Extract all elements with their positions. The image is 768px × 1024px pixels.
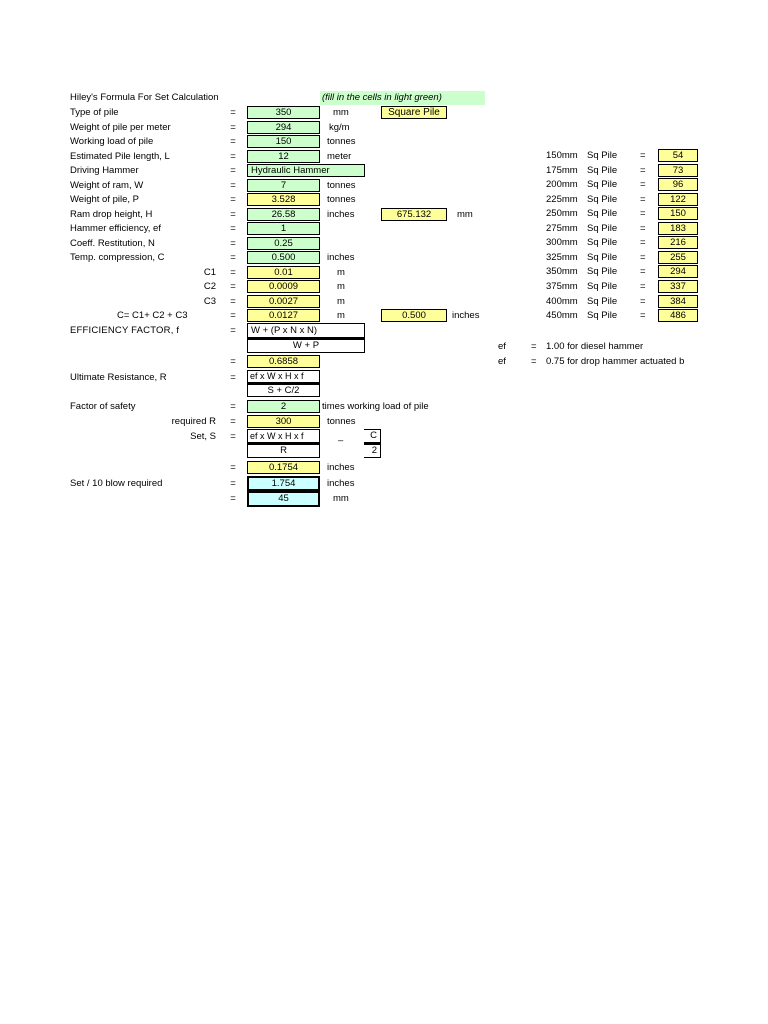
unit-label: mm (333, 107, 349, 118)
equals-sign: = (230, 372, 236, 383)
equals-sign: = (230, 223, 236, 234)
ef-note-drop: 0.75 for drop hammer actuated b (546, 356, 685, 367)
sq-pile-label: Sq Pile (587, 266, 618, 277)
efficiency-result-cell[interactable]: 0.6858 (247, 355, 320, 368)
label-temp-compression: Temp. compression, C (70, 252, 165, 263)
label-set-s: Set, S (190, 431, 216, 442)
label-required-r: required R (171, 416, 216, 427)
factor-of-safety-input[interactable]: 2 (247, 400, 320, 413)
equals-sign: = (640, 208, 646, 219)
set-result-cell[interactable]: 0.1754 (247, 461, 320, 474)
equals-sign: = (640, 252, 646, 263)
sq-pile-value-cell[interactable]: 337 (658, 280, 698, 293)
sq-pile-value-cell[interactable]: 486 (658, 309, 698, 322)
label-c1: C1 (203, 267, 216, 278)
equals-sign: = (230, 151, 236, 162)
sq-pile-size: 225mm (546, 194, 578, 205)
driving-hammer-input[interactable]: Hydraulic Hammer (247, 164, 365, 177)
equals-sign: = (230, 194, 236, 205)
equals-sign: = (531, 341, 537, 352)
equals-sign: = (230, 416, 236, 427)
equals-sign: = (230, 136, 236, 147)
unit-label: inches (327, 462, 355, 473)
ef-note-key: ef (498, 341, 506, 352)
c-numerator: C (364, 429, 381, 442)
fill-note: (fill in the cells in light green) (320, 91, 485, 105)
sq-pile-value-cell[interactable]: 122 (658, 193, 698, 206)
resistance-numerator: ef x W x H x f (247, 370, 320, 382)
sq-pile-size: 150mm (546, 150, 578, 161)
equals-sign: = (640, 179, 646, 190)
sq-pile-size: 250mm (546, 208, 578, 219)
ram-drop-input[interactable]: 26.58 (247, 208, 320, 221)
sq-pile-label: Sq Pile (587, 179, 618, 190)
sq-pile-value-cell[interactable]: 183 (658, 222, 698, 235)
c-total-cell[interactable]: 0.0127 (247, 309, 320, 322)
label-hammer-efficiency: Hammer efficiency, ef (70, 223, 161, 234)
temp-compression-cell[interactable]: 0.500 (247, 251, 320, 264)
safety-note: times working load of pile (322, 401, 429, 412)
sq-pile-size: 200mm (546, 179, 578, 190)
hammer-efficiency-input[interactable]: 1 (247, 222, 320, 235)
weight-per-meter-cell[interactable]: 294 (247, 121, 320, 134)
sq-pile-size: 275mm (546, 223, 578, 234)
equals-sign: = (640, 266, 646, 277)
c2-cell[interactable]: 0.0009 (247, 280, 320, 293)
label-c2: C2 (203, 281, 216, 292)
sq-pile-value-cell[interactable]: 54 (658, 149, 698, 162)
equals-sign: = (230, 209, 236, 220)
required-r-cell[interactable]: 300 (247, 415, 320, 428)
unit-label: tonnes (327, 180, 356, 191)
unit-label: tonnes (327, 416, 356, 427)
label-ultimate-resistance: Ultimate Resistance, R (70, 372, 167, 383)
label-pile-length: Estimated Pile length, L (70, 151, 170, 162)
label-c-total: C= C1+ C2 + C3 (117, 310, 188, 321)
equals-sign: = (640, 310, 646, 321)
equals-sign: = (230, 356, 236, 367)
equals-sign: = (640, 237, 646, 248)
coeff-restitution-input[interactable]: 0.25 (247, 237, 320, 250)
label-coeff-restitution: Coeff. Restitution, N (70, 238, 155, 249)
equals-sign: = (230, 252, 236, 263)
label-working-load: Working load of pile (70, 136, 154, 147)
equals-sign: = (230, 122, 236, 133)
set-10-blow-inches-cell[interactable]: 1.754 (247, 476, 320, 491)
label-pile-weight: Weight of pile, P (70, 194, 140, 205)
sq-pile-size: 375mm (546, 281, 578, 292)
equals-sign: = (230, 431, 236, 442)
equals-sign: = (230, 478, 236, 489)
label-driving-hammer: Driving Hammer (70, 165, 139, 176)
c1-cell[interactable]: 0.01 (247, 266, 320, 279)
ef-note-key: ef (498, 356, 506, 367)
equals-sign: = (230, 310, 236, 321)
set-denominator: R (247, 445, 320, 458)
equals-sign: = (230, 180, 236, 191)
equals-sign: = (230, 493, 236, 504)
sq-pile-value-cell[interactable]: 73 (658, 164, 698, 177)
sq-pile-label: Sq Pile (587, 208, 618, 219)
unit-label: m (337, 267, 345, 278)
label-efficiency-factor: EFFICIENCY FACTOR, f (70, 325, 180, 336)
unit-label: meter (327, 151, 352, 162)
label-type-of-pile: Type of pile (70, 107, 119, 118)
label-weight-per-meter: Weight of pile per meter (70, 122, 171, 133)
unit-label: m (337, 296, 345, 307)
equals-sign: = (230, 296, 236, 307)
sq-pile-value-cell[interactable]: 150 (658, 207, 698, 220)
sq-pile-label: Sq Pile (587, 281, 618, 292)
equals-sign: = (230, 165, 236, 176)
unit-label: inches (327, 478, 355, 489)
equals-sign: = (230, 107, 236, 118)
c-denominator: 2 (364, 445, 381, 458)
page-title: Hiley's Formula For Set Calculation (70, 92, 219, 103)
sq-pile-label: Sq Pile (587, 150, 618, 161)
sq-pile-size: 325mm (546, 252, 578, 263)
equals-sign: = (230, 267, 236, 278)
sq-pile-size: 350mm (546, 266, 578, 277)
label-factor-of-safety: Factor of safety (70, 401, 136, 412)
ef-note-diesel: 1.00 for diesel hammer (546, 341, 644, 352)
c-total-inches-cell[interactable]: 0.500 (381, 309, 447, 322)
sq-pile-label: Sq Pile (587, 296, 618, 307)
unit-label: tonnes (327, 136, 356, 147)
working-load-input[interactable]: 150 (247, 135, 320, 148)
equals-sign: = (640, 194, 646, 205)
pile-weight-cell[interactable]: 3.528 (247, 193, 320, 206)
sq-pile-label: Sq Pile (587, 252, 618, 263)
set-10-blow-mm-cell[interactable]: 45 (247, 491, 320, 507)
minus-sign: – (338, 435, 344, 446)
unit-label: inches (327, 252, 355, 263)
sq-pile-value-cell[interactable]: 216 (658, 236, 698, 249)
label-set-10-blow: Set / 10 blow required (70, 478, 163, 489)
sq-pile-label: Sq Pile (587, 223, 618, 234)
efficiency-numerator: W + (P x N x N) (247, 323, 365, 337)
equals-sign: = (640, 150, 646, 161)
sq-pile-label: Sq Pile (587, 310, 618, 321)
equals-sign: = (230, 238, 236, 249)
set-numerator: ef x W x H x f (247, 429, 320, 442)
sq-pile-value-cell[interactable]: 255 (658, 251, 698, 264)
unit-label: m (337, 310, 345, 321)
type-of-pile-input[interactable]: 350 (247, 106, 320, 119)
pile-shape-cell[interactable]: Square Pile (381, 106, 447, 119)
unit-label: mm (457, 209, 473, 220)
equals-sign: = (640, 165, 646, 176)
resistance-denominator: S + C/2 (247, 385, 320, 397)
sq-pile-value-cell[interactable]: 294 (658, 265, 698, 278)
sq-pile-label: Sq Pile (587, 165, 618, 176)
equals-sign: = (230, 462, 236, 473)
sq-pile-value-cell[interactable]: 96 (658, 178, 698, 191)
sq-pile-size: 175mm (546, 165, 578, 176)
label-ram-drop: Ram drop height, H (70, 209, 153, 220)
equals-sign: = (230, 281, 236, 292)
unit-label: m (337, 281, 345, 292)
unit-label: inches (452, 310, 480, 321)
unit-label: kg/m (329, 122, 350, 133)
sq-pile-size: 450mm (546, 310, 578, 321)
c3-cell[interactable]: 0.0027 (247, 295, 320, 308)
sq-pile-label: Sq Pile (587, 237, 618, 248)
equals-sign: = (640, 281, 646, 292)
equals-sign: = (640, 223, 646, 234)
equals-sign: = (230, 325, 236, 336)
sq-pile-label: Sq Pile (587, 194, 618, 205)
label-ram-weight: Weight of ram, W (70, 180, 144, 191)
equals-sign: = (640, 296, 646, 307)
unit-label: mm (333, 493, 349, 504)
unit-label: tonnes (327, 194, 356, 205)
efficiency-denominator: W + P (247, 340, 365, 353)
pile-length-input[interactable]: 12 (247, 150, 320, 163)
sq-pile-size: 400mm (546, 296, 578, 307)
ram-drop-mm-cell[interactable]: 675.132 (381, 208, 447, 221)
equals-sign: = (230, 401, 236, 412)
unit-label: inches (327, 209, 355, 220)
label-c3: C3 (203, 296, 216, 307)
equals-sign: = (531, 356, 537, 367)
sq-pile-size: 300mm (546, 237, 578, 248)
sq-pile-value-cell[interactable]: 384 (658, 295, 698, 308)
ram-weight-input[interactable]: 7 (247, 179, 320, 192)
